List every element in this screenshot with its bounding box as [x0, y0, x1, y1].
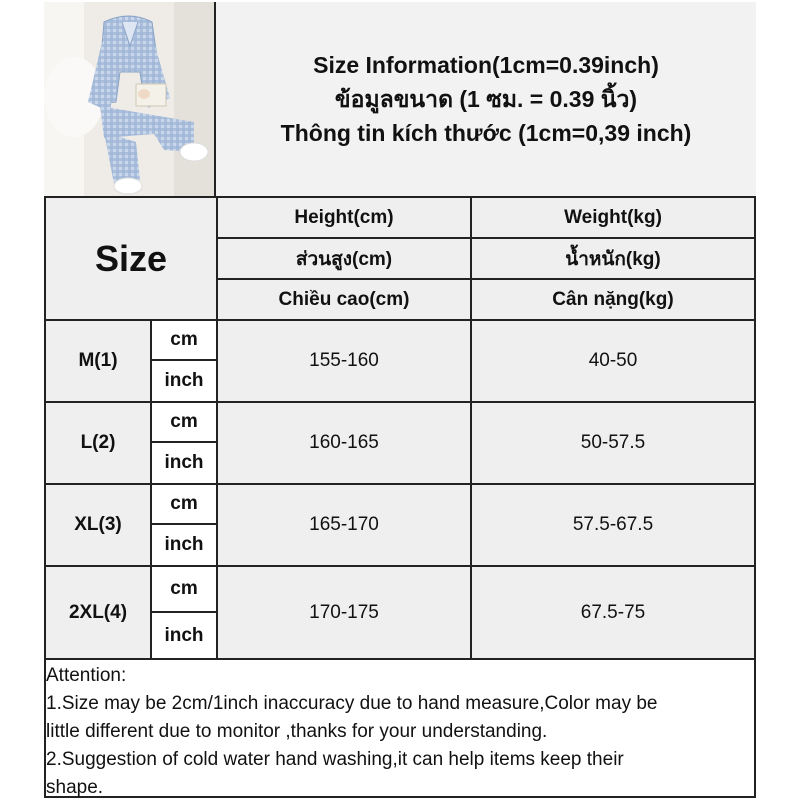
- height-header-vietnamese: Chiều cao(cm): [218, 280, 470, 319]
- attention-note-line: 1.Size may be 2cm/1inch inaccuracy due to hand measure,Color may be: [46, 693, 658, 714]
- weight-header-english: Weight(kg): [472, 198, 754, 237]
- unit-inch: inch: [164, 452, 204, 473]
- height-value: 160-165: [218, 403, 470, 483]
- size-label-l: L(2): [46, 403, 150, 483]
- model-in-blue-gingham-pajamas-image: [44, 2, 216, 196]
- weight-value: 57.5-67.5: [472, 485, 754, 565]
- weight-value: 50-57.5: [472, 403, 754, 483]
- unit-cm: cm: [170, 578, 198, 599]
- unit-inch: inch: [164, 534, 204, 555]
- product-photo: [44, 2, 216, 196]
- title-vietnamese: Thông tin kích thước (1cm=0,39 inch): [280, 120, 692, 146]
- unit-cm: cm: [170, 411, 198, 432]
- title-thai: ข้อมูลขนาด (1 ซม. = 0.39 นิ้ว): [334, 86, 638, 112]
- size-label-xl: XL(3): [46, 485, 150, 565]
- weight-header-thai: น้ำหนัก(kg): [472, 239, 754, 278]
- size-information-title: [216, 2, 756, 196]
- size-column-header: Size: [46, 198, 216, 319]
- attention-note-line: little different due to monitor ,thanks for your understanding.: [46, 721, 548, 742]
- height-header-thai: ส่วนสูง(cm): [218, 239, 470, 278]
- height-value: 165-170: [218, 485, 470, 565]
- size-label-m: M(1): [46, 321, 150, 401]
- unit-cm: cm: [170, 493, 198, 514]
- weight-value: 67.5-75: [472, 567, 754, 658]
- height-header-english: Height(cm): [218, 198, 470, 237]
- unit-inch: inch: [164, 370, 204, 391]
- unit-inch: inch: [164, 624, 204, 646]
- attention-note-line: shape.: [46, 777, 104, 798]
- attention-notes: [46, 662, 752, 796]
- weight-value: 40-50: [472, 321, 754, 401]
- unit-cm: cm: [170, 329, 198, 350]
- attention-note-line: 2.Suggestion of cold water hand washing,it can help items keep their: [46, 749, 624, 770]
- weight-header-vietnamese: Cân nặng(kg): [472, 280, 754, 319]
- title-english: Size Information(1cm=0.39inch): [313, 52, 659, 78]
- height-value: 170-175: [218, 567, 470, 658]
- height-value: 155-160: [218, 321, 470, 401]
- size-label-2xl: 2XL(4): [46, 567, 150, 658]
- attention-heading: Attention:: [46, 665, 127, 686]
